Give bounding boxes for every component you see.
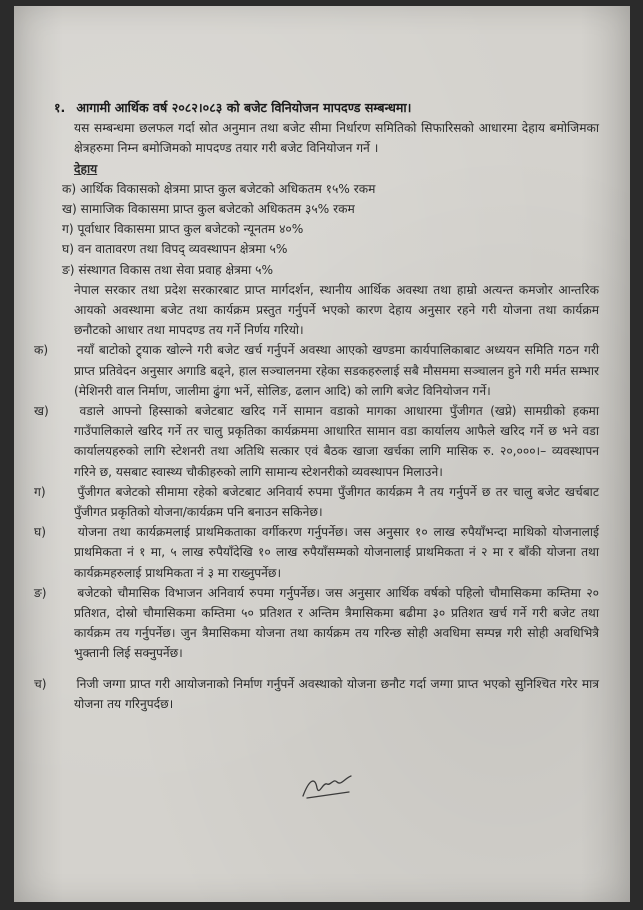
point-text: नयाँ बाटोको ट्र्याक खोल्ने गरी बजेट खर्च गर्नुपर्ने अवस्था आएको खण्डमा कार्यपालिकाबाट अध्ययन समिति गठन गरी प्राप्त प्रतिवेदन अनुसार अगाडि बढ्ने, हाल सञ्चालनमा रहेका सडकहरुलाई सबै मौसममा सञ्चालन हुने गरी मर्मत सम्भार (मेशिनरी वाल निर्माण, जालीमा ढुंगा भर्ने, सोलिङ, ढलान आदि) को लागि बजेट विनियोजन गर्ने। [74,343,600,398]
handwritten-signature [299,770,359,802]
intro-paragraph: यस सम्बन्धमा छलफल गर्दा स्रोत अनुमान तथा बजेट सीमा निर्धारण समितिको सिफारिसको आधारमा देहाय बमोजिमका क्षेत्रहरुमा निम्न बमोजिमको मापदण्ड तयार गरी बजेट विनियोजन गर्ने । [74,121,599,156]
point-number: क) [34,343,49,358]
point-text: योजना तथा कार्यक्रमलाई प्राथमिकताका वर्गीकरण गर्नुपर्नेछ। जस अनुसार १० लाख रुपैयाँभन्दा माथिको योजनालाई प्राथमिकता नं १ मा, ५ लाख रुपैयाँदेखि १० लाख रुपैयाँसम्मको योजनालाई प्राथमिकता नं २ मा र बाँकी योजना तथा कार्यक्रमहरुलाई प्राथमिकता नं ३ मा राख्नुपर्नेछ। [74,525,599,580]
point-item [34,583,600,664]
point-text: वडाले आफ्नो हिस्साको बजेटबाट खरिद गर्ने सामान वडाको मागका आधारमा पुँजीगत (खप्ने) सामग्रीको हकमा गाउँपालिकाले खरिद गर्ने तर चालु प्रकृतिका कार्यक्रममा आधारित सामान वडा कार्यालय आफैले खरिद गर्ने छ भने वडा कार्यालयहरुको लागि स्टेशनरी तथा अतिथि सत्कार एवं बैठक खाजा खर्चका लागि मासिक रु. २०,०००।– व्यवस्थापन गरिने छ, यसबाट स्वास्थ्य चौकीहरुको लागि सामान्य स्टेशनरीको व्यवस्थापन मिलाउने। [74,404,600,479]
point-number: च) [34,676,47,691]
point-item [34,340,600,401]
allocation-item: ख) सामाजिक विकासमा प्राप्त कुल बजेटको अधिकतम ३५% रकम [62,202,355,217]
scanned-page [14,6,630,902]
point-item [34,401,600,482]
allocation-item: ग) पूर्वाधार विकासमा प्राप्त कुल बजेटको न्यूनतम ४०% [62,222,304,237]
point-item [34,482,599,522]
heading-number: १. [54,100,66,115]
point-number: घ) [34,525,46,540]
spacer [54,664,599,674]
point-item [34,522,599,583]
subheading-dehaya: देहाय [74,161,98,176]
point-text: निजी जग्गा प्राप्त गरी आयोजनाको निर्माण गर्नुपर्ने अवस्थाको योजना छनौट गर्दा जग्गा प्राप्त भएको सुनिश्चित गरेर मात्र योजना तय गरिनुपर्दछ। [74,676,600,711]
rationale-paragraph: नेपाल सरकार तथा प्रदेश सरकारबाट प्राप्त मार्गदर्शन, स्थानीय आर्थिक अवस्था तथा हाम्रो अत्यन्त कमजोर आन्तरिक आयको अवस्थामा बजेट तथा कार्यक्रम प्रस्तुत गर्नुपर्ने भएको कारण देहाय अनुसार रहने गरी योजना तथा कार्यक्रम छनौटको आधार तथा मापदण्ड तय गर्ने निर्णय गरियो। [74,282,599,338]
point-number: ख) [34,404,49,419]
allocation-item: क) आर्थिक विकासको क्षेत्रमा प्राप्त कुल बजेटको अधिकतम १५% रकम [62,181,376,196]
point-item [34,674,600,714]
section-heading [54,98,599,118]
allocation-item: घ) वन वातावरण तथा विपद् व्यवस्थापन क्षेत्रमा ५% [62,242,288,257]
document-body [34,98,600,714]
point-number: ङ) [34,585,47,600]
point-number: ग) [34,484,46,499]
point-text: बजेटको चौमासिक विभाजन अनिवार्य रुपमा गर्नुपर्नेछ। जस अनुसार आर्थिक वर्षको पहिलो चौमासिकमा कम्तिमा २० प्रतिशत, दोस्रो चौमासिकमा कम्तिमा ५० प्रतिशत र अन्तिम त्रैमासिकमा बढीमा ३० प्रतिशत खर्च गर्ने गरी बजेट तथा कार्यक्रम तय गर्नुपर्नेछ। जुन त्रैमासिकमा योजना तथा कार्यक्रम तय गरिन्छ सोही अवधिमा सम्पन्न गरी सोही अवधिभित्रै भुक्तानी लिई सक्नुपर्नेछ। [74,585,600,661]
heading-text: आगामी आर्थिक वर्ष २०८२।०८३ को बजेट विनियोजन मापदण्ड सम्बन्धमा। [76,100,412,115]
allocation-item: ङ) संस्थागत विकास तथा सेवा प्रवाह क्षेत्रमा ५% [62,262,274,277]
point-text: पुँजीगत बजेटको सीमामा रहेको बजेटबाट अनिवार्य रुपमा पुँजीगत कार्यक्रम नै तय गर्नुपर्ने छ तर चालु बजेट खर्चबाट पुँजीगत प्रकृतिको योजना/कार्यक्रम पनि बनाउन सकिनेछ। [74,484,599,520]
